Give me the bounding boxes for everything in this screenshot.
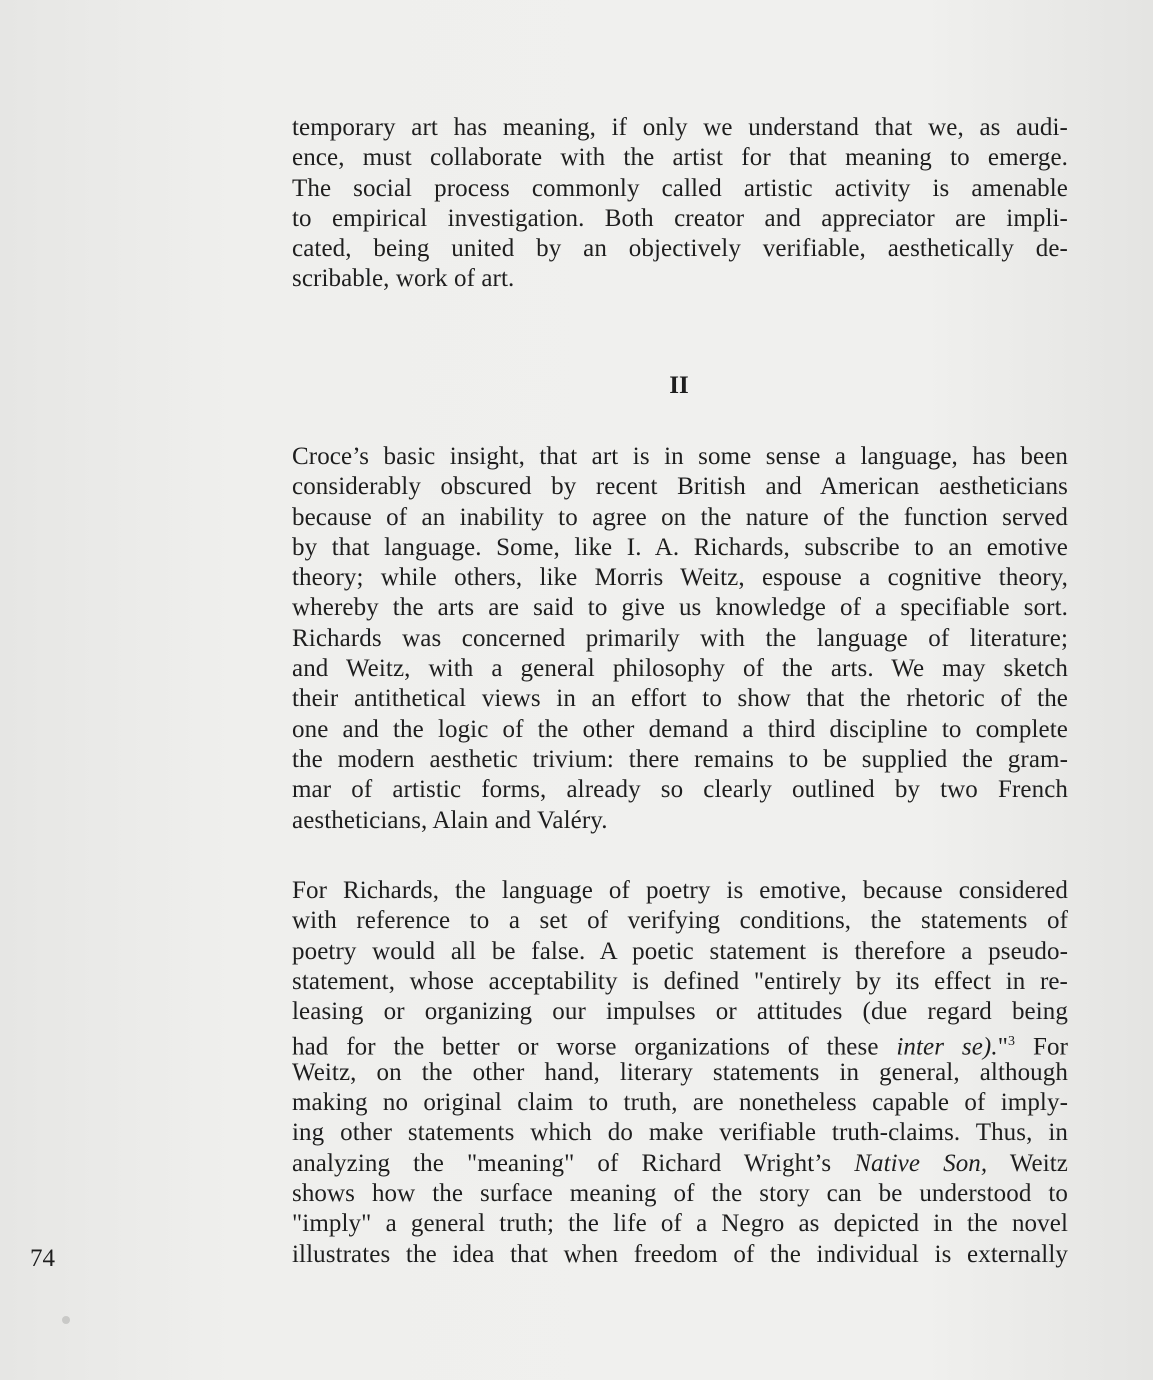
closing-quote: ": [997, 1033, 1009, 1061]
text-line: Croce’s basic insight, that art is in some sense a language, has been: [292, 443, 1068, 470]
text-segment: analyzing the "meaning" of Richard Wright’s: [292, 1149, 855, 1177]
text-line: mar of artistic forms, already so clearly outlined by two French: [292, 776, 1068, 804]
paragraph-continuation: [292, 113, 1068, 295]
text-line: scribable, work of art.: [292, 265, 515, 293]
text-line-with-title: [292, 1149, 1068, 1179]
italic-phrase: inter se).: [896, 1033, 998, 1061]
text-line: poetry would all be false. A poetic statement is therefore a pseudo-: [292, 937, 1068, 965]
text-line: considerably obscured by recent British and American aestheticians: [292, 473, 1068, 501]
text-line: The social process commonly called artistic activity is amenable: [292, 174, 1068, 202]
text-line-with-footnote: [292, 1027, 1069, 1061]
text-line: "imply" a general truth; the life of a Negro as depicted in the novel: [292, 1210, 1068, 1238]
text-line: illustrates the idea that when freedom of the individual is externally: [292, 1240, 1068, 1268]
text-segment: had for the better or worse organizations of these: [292, 1033, 897, 1061]
text-segment: For: [1015, 1033, 1069, 1061]
text-line: one and the logic of the other demand a third discipline to complete: [292, 715, 1068, 743]
text-line: ence, must collaborate with the artist for that meaning to emerge.: [292, 144, 1068, 172]
text-line: leasing or organizing our impulses or attitudes (due regard being: [292, 998, 1068, 1026]
text-line: theory; while others, like Morris Weitz, espouse a cognitive theory,: [292, 564, 1068, 592]
text-line: and Weitz, with a general philosophy of the arts. We may sketch: [292, 655, 1068, 683]
page-number: 74: [30, 1245, 55, 1272]
text-line: Weitz, on the other hand, literary statements in general, although: [292, 1058, 1068, 1086]
footnote-marker: 3: [1008, 1034, 1016, 1050]
text-line: making no original claim to truth, are nonetheless capable of imply-: [292, 1089, 1068, 1117]
text-line: temporary art has meaning, if only we understand that we, as audi-: [292, 114, 1068, 141]
text-line: ing other statements which do make verifiable truth-claims. Thus, in: [292, 1119, 1068, 1147]
text-line: whereby the arts are said to give us knowledge of a specifiable sort.: [292, 594, 1068, 622]
text-line: For Richards, the language of poetry is emotive, because considered: [292, 877, 1068, 904]
paragraph-richards-weitz: [292, 876, 1068, 1270]
text-line: their antithetical views in an effort to show that the rhetoric of the: [292, 685, 1068, 713]
book-title: Native Son,: [854, 1149, 988, 1177]
text-line: aestheticians, Alain and Valéry.: [292, 806, 608, 834]
section-heading: II: [669, 372, 689, 399]
paper-smudge: [62, 1316, 70, 1324]
text-line: shows how the surface meaning of the story can be understood to: [292, 1179, 1068, 1207]
text-line: by that language. Some, like I. A. Richards, subscribe to an emotive: [292, 533, 1068, 561]
text-line: with reference to a set of verifying conditions, the statements of: [292, 907, 1068, 935]
text-line: Richards was concerned primarily with the language of literature;: [292, 624, 1068, 652]
text-line: the modern aesthetic trivium: there remains to be supplied the gram-: [292, 745, 1068, 773]
text-segment: Weitz: [987, 1149, 1069, 1177]
text-line: to empirical investigation. Both creator and appreciator are impli-: [292, 204, 1068, 232]
text-line: because of an inability to agree on the nature of the function served: [292, 503, 1068, 531]
text-line: cated, being united by an objectively verifiable, aesthetically de-: [292, 235, 1068, 263]
text-line: statement, whose acceptability is defined "entirely by its effect in re-: [292, 967, 1068, 995]
paragraph-croce: [292, 442, 1068, 836]
